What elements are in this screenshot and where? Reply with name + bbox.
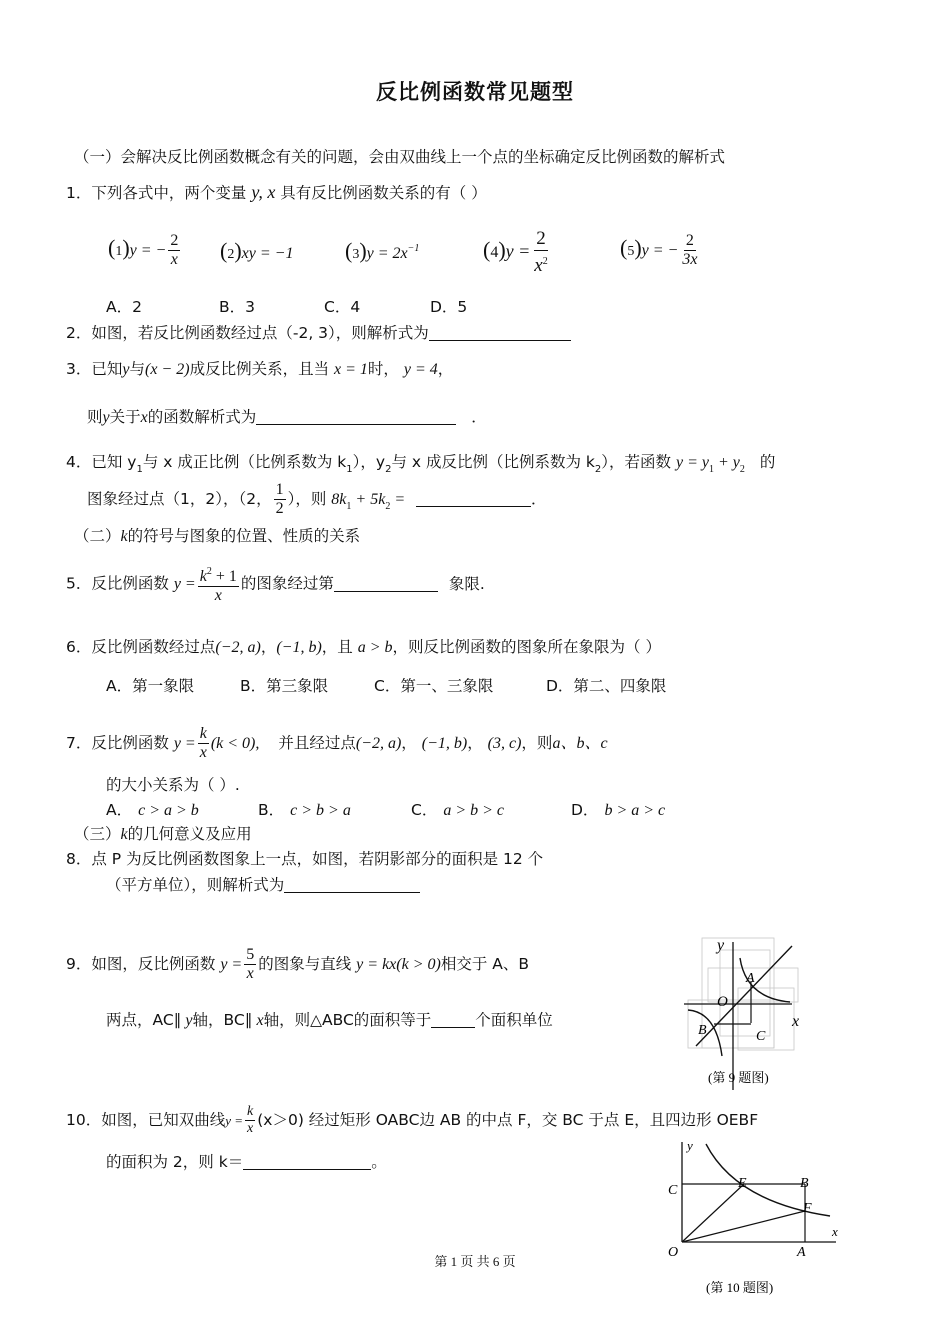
page-footer: 第 1 页 共 6 页 xyxy=(434,1254,516,1269)
question-10-line-2: 的面积为 2，则 k＝ 。 xyxy=(106,1153,387,1171)
question-1 xyxy=(66,181,487,203)
option-a: A． c > a > b xyxy=(106,801,199,819)
answer-blank[interactable] xyxy=(429,324,571,341)
option-d: D．5 xyxy=(430,298,468,316)
question-7-line-2: 的大小关系为（ ）. xyxy=(106,776,240,794)
fig9-caption: (第 9 题图) xyxy=(708,1070,769,1085)
question-4-line-2: 图象经过点（1，2），（2， $\frac{1}{2}$ ），则 $8k_1 + 5k_2$ = ． xyxy=(87,481,547,517)
fig9-label-x: x xyxy=(792,1013,800,1030)
question-3: 3．已知y与(x − 2)成反比例关系，且当 x = 1时， y = 4， xyxy=(66,360,454,378)
section-heading-2: （二）k的符号与图象的位置、性质的关系 xyxy=(74,527,361,545)
answer-blank[interactable] xyxy=(431,1011,475,1028)
answer-blank[interactable] xyxy=(256,408,456,425)
section-heading-1: （一）会解决反比例函数概念有关的问题，会由双曲线上一个点的坐标确定反比例函数的解析式 xyxy=(74,148,726,166)
section-heading-3: （三）k的几何意义及应用 xyxy=(74,825,252,843)
figure-q9 xyxy=(680,928,810,1094)
question-10: 10．如图，已知双曲线y = $\frac{k}{x}$ (x＞0) 经过矩形 OABC边 AB 的中点 F，交 BC 于点 E，且四边形 OEBF xyxy=(66,1104,759,1136)
option-b: B． c > b > a xyxy=(258,801,351,819)
answer-blank[interactable] xyxy=(416,490,531,507)
fig9-label-o: O xyxy=(717,994,728,1010)
answer-blank[interactable] xyxy=(243,1153,371,1170)
fig10-label-x: x xyxy=(832,1224,838,1239)
q1-item-1: (1)y = − $\frac{2}{x}$ xyxy=(108,232,179,268)
question-8-line-2: （平方单位），则解析式为 xyxy=(106,873,420,895)
option-a: A．第一象限 xyxy=(106,677,195,695)
fig10-caption: (第 10 题图) xyxy=(706,1280,774,1295)
q1-item-3: $(3)y = 2x^{-1}$ xyxy=(345,238,420,263)
option-a: A．2 xyxy=(106,298,142,316)
fig9-label-y: y xyxy=(717,937,725,954)
question-9-line-2: 两点，AC∥ y轴，BC∥ x轴，则△ABC的面积等于 个面积单位 xyxy=(106,1011,553,1029)
fig10-label-b: B xyxy=(800,1176,809,1191)
option-c: C． a > b > c xyxy=(411,801,505,819)
page-title: 反比例函数常见题型 xyxy=(376,80,574,104)
question-5: 5．反比例函数 y = $\frac{k^2 + 1}{x}$ 的图象经过第 象限. xyxy=(66,563,485,605)
option-b: B．第三象限 xyxy=(240,677,329,695)
question-6: 6．反比例函数经过点(−2, a)，(−1, b)，且 a > b，则反比例函数的图象所在象限为（ ） xyxy=(66,638,661,656)
fig10-label-y: y xyxy=(687,1138,693,1153)
question-3-line-2: 则y关于x的函数解析式为 ． xyxy=(87,408,487,426)
fig10-label-c: C xyxy=(668,1183,678,1198)
fig10-label-f: F xyxy=(803,1201,812,1216)
q1-item-4: (4)y = $\frac{2}{x^2}$ xyxy=(483,228,548,276)
question-text: 具有反比例函数关系的有（ ） xyxy=(280,184,487,202)
q1-item-5: (5)y = − $\frac{2}{3x}$ xyxy=(620,232,698,268)
question-text: 2．如图，若反比例函数经过点（-2, 3），则解析式为 xyxy=(66,324,429,342)
math-vars: y, x xyxy=(251,182,276,202)
answer-blank[interactable] xyxy=(334,575,438,592)
question-7: 7．反比例函数 y = $\frac{k}{x}$ (k < 0), 并且经过点(−2, a)， (−1, b)， (3, c)，则a、b、c xyxy=(66,725,608,761)
q1-item-2: (2)xy = −1 xyxy=(220,238,294,263)
question-number: 1． xyxy=(66,184,92,202)
question-4: 4．已知 $y_1$与 x 成正比例（比例系数为 $k_1$），$y_2$与 x 成反比例（比例系数为 $k_2$），若函数 $y = y_1 + y_2$ 的 xyxy=(66,453,776,475)
question-8: 8．点 P 为反比例函数图象上一点，如图，若阴影部分的面积是 12 个 xyxy=(66,850,544,868)
option-d: D．第二、四象限 xyxy=(546,677,667,695)
question-text: 下列各式中，两个变量 xyxy=(91,184,247,202)
answer-blank[interactable] xyxy=(284,876,420,893)
figure-q10 xyxy=(660,1132,850,1302)
question-2 xyxy=(66,321,571,343)
fig10-label-a: A xyxy=(797,1245,806,1260)
question-9: 9．如图，反比例函数 y = $\frac{5}{x}$ 的图象与直线 y = kx(k > 0)相交于 A、B xyxy=(66,946,529,982)
option-b: B．3 xyxy=(219,298,255,316)
option-c: C．4 xyxy=(324,298,361,316)
option-c: C．第一、三象限 xyxy=(374,677,494,695)
fig9-label-b: B xyxy=(698,1023,707,1038)
fig9-label-a: A xyxy=(746,971,755,986)
fig10-label-o: O xyxy=(668,1245,679,1260)
option-d: D． b > a > c xyxy=(571,801,666,819)
fig9-label-c: C xyxy=(756,1029,766,1044)
fig10-label-e: E xyxy=(738,1176,747,1191)
